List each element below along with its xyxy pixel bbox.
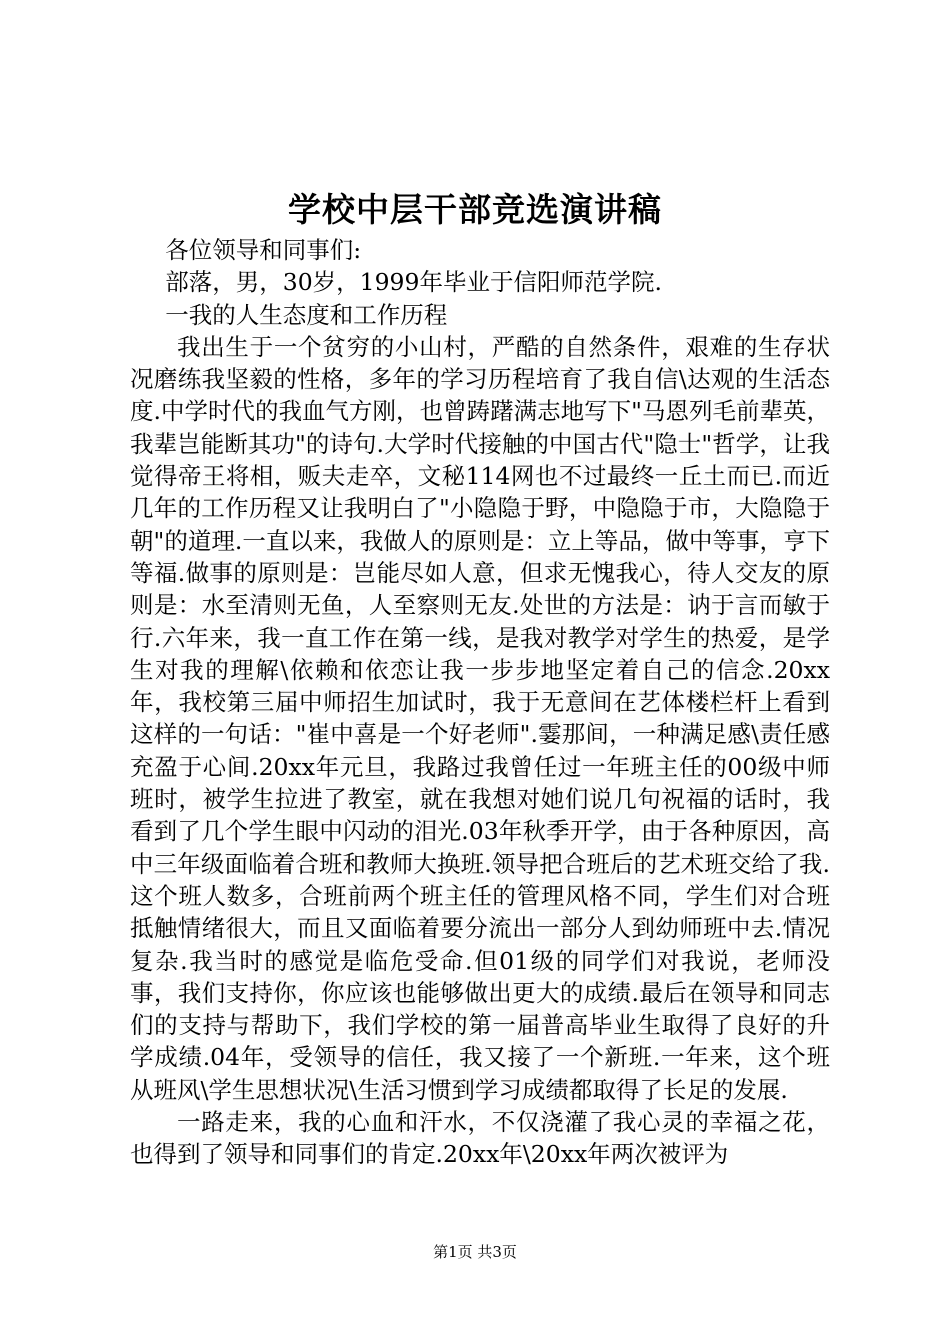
page-footer: 第1页 共3页 [433,1243,517,1261]
body-paragraph: 一路走来，我的心血和汗水，不仅浇灌了我心灵的幸福之花，也得到了领导和同事们的肯定.20xx年\20xx年两次被评为 [130,1108,830,1169]
document-body [130,234,830,1171]
body-paragraph: 我出生于一个贫穷的小山村，严酷的自然条件，艰难的生存状况磨练我坚毅的性格，多年的学习历程培育了我自信\达观的生活态度.中学时代的我血气方刚，也曾踌躇满志地写下"马恩列毛前辈英，我辈岂能断其功"的诗句.大学时代接触的中国古代"隐士"哲学，让我觉得帝王将相，贩夫走卒，文秘114网也不过最终一丘土而已.而近几年的工作历程又让我明白了"小隐隐于野，中隐隐于市，大隐隐于朝"的道理.一直以来，我做人的原则是：立上等品，做中等事，亨下等福.做事的原则是：岂能尽如人意，但求无愧我心，待人交友的原则是：水至清则无鱼，人至察则无友.处世的方法是：讷于言而敏于行.六年来，我一直工作在第一线，是我对教学对学生的热爱，是学生对我的理解\依赖和依恋让我一步步地坚定着自己的信念.20xx年，我校第三届中师招生加试时，我于无意间在艺体楼栏杆上看到这样的一句话："崔中喜是一个好老师".霎那间，一种满足感\责任感充盈于心间.20xx年元旦，我路过我曾任过一年班主任的00级中师班时，被学生拉进了教室，就在我想对她们说几句祝福的话时，我看到了几个学生眼中闪动的泪光.03年秋季开学，由于各种原因，高中三年级面临着合班和教师大换班.领导把合班后的艺术班交给了我.这个班人数多，合班前两个班主任的管理风格不同，学生们对合班抵触情绪很大，而且又面临着要分流出一部分人到幼师班中去.情况复杂.我当时的感觉是临危受命.但01级的同学们对我说，老师没事，我们支持你，你应该也能够做出更大的成绩.最后在领导和同志们的支持与帮助下，我们学校的第一届普高毕业生取得了良好的升学成绩.04年，受领导的信任，我又接了一个新班.一年来，这个班从班风\学生思想状况\生活习惯到学习成绩都取得了长足的发展. [130,332,830,1104]
section-heading: 一我的人生态度和工作历程 [165,300,448,329]
document-title: 学校中层干部竞选演讲稿 [288,190,662,229]
intro-paragraph: 部落，男，30岁，1999年毕业于信阳师范学院. [165,268,662,297]
salutation-paragraph: 各位领导和同事们: [165,236,362,264]
